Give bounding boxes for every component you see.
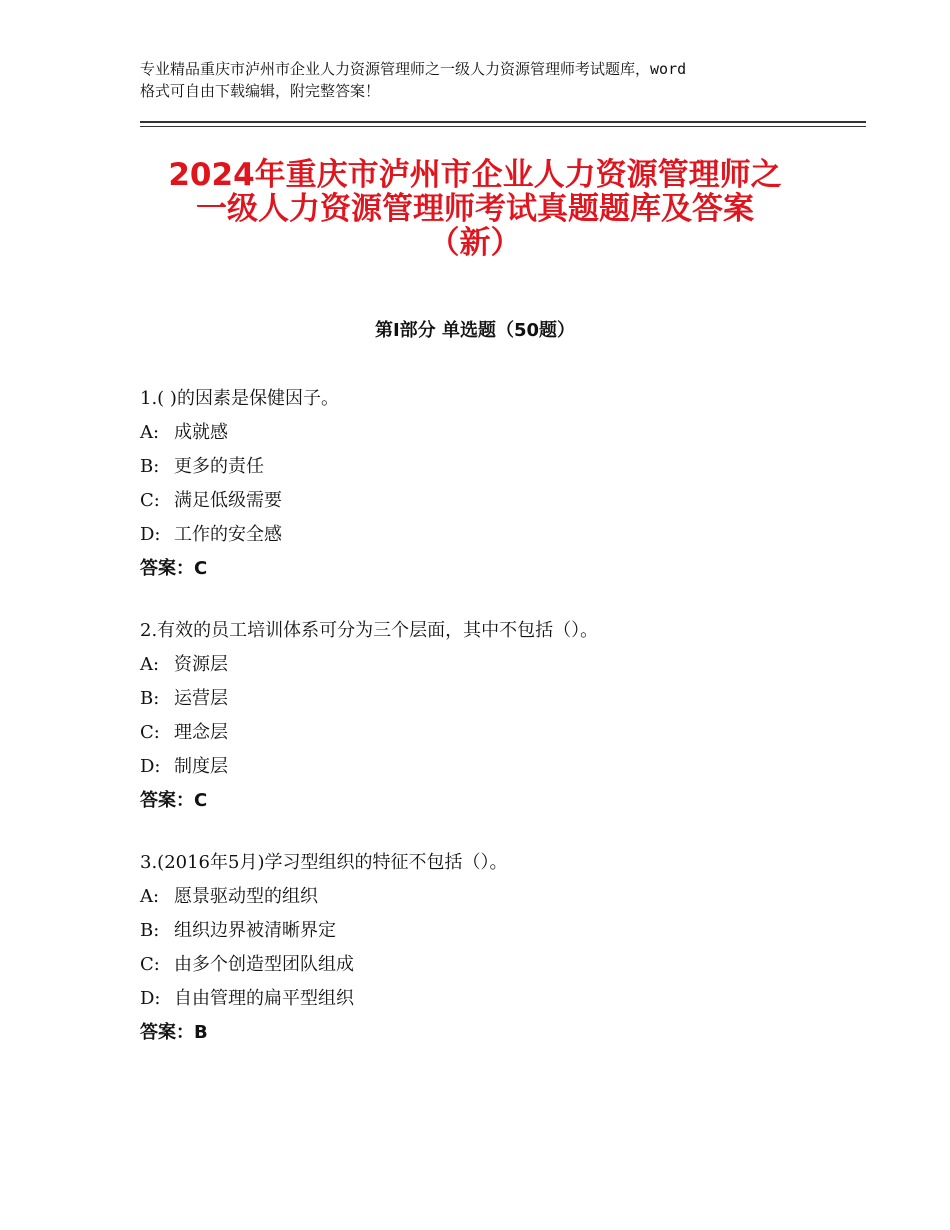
question-stem: 3.(2016年5月)学习型组织的特征不包括（）。 xyxy=(140,852,508,873)
option-d xyxy=(140,750,860,784)
header-note-line-2: 格式可自由下载编辑，附完整答案！ xyxy=(140,82,381,100)
option-key: A: xyxy=(140,422,160,443)
question-2 xyxy=(140,614,860,818)
option-text: 组织边界被清晰界定 xyxy=(174,920,336,941)
option-text: 成就感 xyxy=(174,422,228,443)
option-key: C: xyxy=(140,490,160,511)
option-c xyxy=(140,948,860,982)
option-a xyxy=(140,880,860,914)
option-text: 满足低级需要 xyxy=(174,490,282,511)
option-text: 资源层 xyxy=(174,654,228,675)
option-b xyxy=(140,682,860,716)
option-text: 理念层 xyxy=(174,722,228,743)
answer: 答案：C xyxy=(140,790,208,811)
option-text: 愿景驱动型的组织 xyxy=(174,886,318,907)
option-key: A: xyxy=(140,654,160,675)
question-3 xyxy=(140,846,860,1050)
title-line-2: 一级人力资源管理师考试真题题库及答案 xyxy=(196,191,754,227)
option-key: B: xyxy=(140,688,160,709)
option-d xyxy=(140,982,860,1016)
title-line-1: 2024年重庆市泸州市企业人力资源管理师之 xyxy=(168,157,782,193)
option-a xyxy=(140,648,860,682)
answer: 答案：C xyxy=(140,558,208,579)
option-key: D: xyxy=(140,524,161,545)
option-text: 工作的安全感 xyxy=(174,524,282,545)
option-key: B: xyxy=(140,920,160,941)
section-title: 第Ⅰ部分 单选题（50题） xyxy=(374,320,575,341)
question-1 xyxy=(140,382,860,586)
header-note xyxy=(140,58,830,102)
header-rule-thin xyxy=(140,126,866,127)
option-text: 自由管理的扁平型组织 xyxy=(174,988,354,1009)
option-b xyxy=(140,914,860,948)
header-rule-thick xyxy=(140,121,866,123)
option-key: C: xyxy=(140,722,160,743)
option-b xyxy=(140,450,860,484)
option-c xyxy=(140,484,860,518)
answer: 答案：B xyxy=(140,1022,208,1043)
option-text: 由多个创造型团队组成 xyxy=(174,954,354,975)
header-note-line-1: 专业精品重庆市泸州市企业人力资源管理师之一级人力资源管理师考试题库，word xyxy=(140,60,687,78)
option-text: 运营层 xyxy=(174,688,228,709)
option-key: D: xyxy=(140,988,161,1009)
option-c xyxy=(140,716,860,750)
title-line-3: （新） xyxy=(428,225,522,261)
document-title xyxy=(100,158,850,260)
option-key: A: xyxy=(140,886,160,907)
question-list xyxy=(140,382,860,1078)
option-a xyxy=(140,416,860,450)
question-stem: 1.( )的因素是保健因子。 xyxy=(140,388,339,409)
option-key: C: xyxy=(140,954,160,975)
option-key: B: xyxy=(140,456,160,477)
question-stem: 2.有效的员工培训体系可分为三个层面，其中不包括（）。 xyxy=(140,620,599,641)
option-key: D: xyxy=(140,756,161,777)
option-text: 制度层 xyxy=(174,756,228,777)
option-text: 更多的责任 xyxy=(174,456,264,477)
option-d xyxy=(140,518,860,552)
